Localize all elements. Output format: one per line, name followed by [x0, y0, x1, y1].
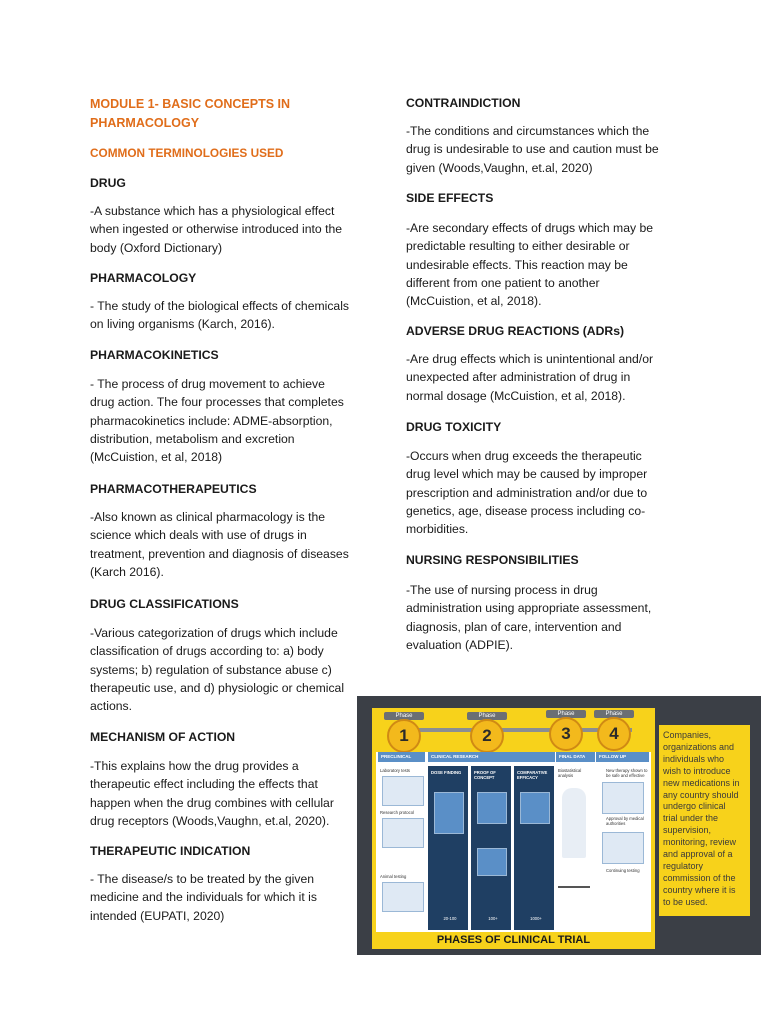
comparative-efficacy-column: [514, 766, 554, 930]
animal-testing-icon: [382, 882, 424, 912]
phase-number-1: 1: [387, 719, 421, 753]
text-line: -A substance which has a physiological effect: [90, 204, 335, 218]
text-line: drug is undesirable to use and caution must be: [406, 142, 659, 157]
count-phase-1: 20-100: [443, 916, 457, 921]
note-line: new medications in: [663, 777, 740, 788]
para-pharmacotherapeutics: [90, 508, 349, 581]
heading-pharmacokinetics: PHARMACOKINETICS: [90, 348, 219, 362]
text-line: different from one patient to another: [406, 275, 600, 290]
note-line: monitoring, review: [663, 837, 737, 848]
note-biostatistical-analysis: Biostatistical analysis: [558, 768, 582, 778]
para-side-effects: [406, 219, 653, 310]
heading-mechanism-of-action: MECHANISM OF ACTION: [90, 730, 236, 744]
substage-dose-finding: DOSE FINDING: [431, 770, 462, 775]
phase-label-1: Phase: [384, 712, 424, 720]
text-line: (Karch 2016).: [90, 564, 164, 579]
text-line: -The use of nursing process in drug: [406, 583, 598, 597]
comparison-icon: [520, 792, 550, 824]
text-line: - The study of the biological effects of chemicals: [90, 299, 350, 313]
count-phase-3: 1000+: [530, 916, 542, 921]
text-line: -Are drug effects which is unintentional and/or: [406, 352, 654, 366]
note-line: to be used.: [663, 896, 708, 907]
stage-follow-up: FOLLOW UP: [596, 752, 649, 762]
note-new-therapy: New therapy shown to be safe and effective: [606, 768, 648, 778]
dose-finding-column: [428, 766, 468, 930]
heading-nursing-responsibilities: NURSING RESPONSIBILITIES: [406, 553, 579, 567]
note-approval: Approval by medical authorities: [606, 816, 644, 826]
heading-contraindiction: CONTRAINDICTION: [406, 96, 521, 110]
text-line: given (Woods,Vaughn, et.al, 2020): [406, 160, 593, 175]
para-adverse-drug-reactions: [406, 350, 653, 405]
para-nursing-responsibilities: [406, 581, 651, 654]
scientist-figure-icon: [562, 788, 586, 858]
text-line: (McCuistion, et al, 2018): [90, 450, 223, 465]
text-line: -The conditions and circumstances which the: [406, 124, 650, 138]
para-drug-classifications: [90, 624, 344, 715]
note-line: commission of the: [663, 872, 736, 883]
text-line: drug level which may be caused by improper: [406, 467, 648, 482]
thumbs-up-icon: [477, 792, 507, 824]
phase-number-2: 2: [470, 719, 504, 753]
infographic-title: PHASES OF CLINICAL TRIAL: [436, 934, 591, 946]
module-title-line-1: MODULE 1- BASIC CONCEPTS IN: [90, 97, 291, 111]
module-title-line-2: PHARMACOLOGY: [90, 116, 200, 130]
phase-number-4: 4: [597, 717, 631, 751]
para-mechanism-of-action: [90, 757, 334, 830]
text-line: -This explains how the drug provides a: [90, 759, 299, 773]
clinical-trial-infographic: [357, 696, 761, 955]
text-line: predictable resulting to either desirable or: [406, 239, 630, 254]
stage-preclinical: PRECLINICAL TESTING: [378, 752, 425, 762]
phase-label-4: Phase: [594, 710, 634, 718]
text-line: - The disease/s to be treated by the given: [90, 872, 315, 886]
note-animal-testing: Animal testing: [380, 874, 407, 879]
text-line: genetics, age, disease process including co-: [406, 503, 646, 518]
text-line: -Also known as clinical pharmacology is the: [90, 510, 326, 524]
text-line: prescription and administration and/or due to: [406, 485, 648, 500]
text-line: drug receptors (Woods,Vaughn, et.al, 2020).: [90, 813, 330, 828]
text-line: treatment, prevention and diagnosis of diseases: [90, 546, 349, 561]
text-line: evaluation (ADPIE).: [406, 637, 514, 652]
stage-final-data: FINAL DATA ANALYSIS: [556, 752, 595, 762]
approval-icon: [602, 782, 644, 814]
note-line: country where it is: [663, 884, 736, 895]
heading-therapeutic-indication: THERAPEUTIC INDICATION: [90, 844, 251, 858]
count-phase-2: 100+: [488, 916, 498, 921]
phase-label-3: Phase: [546, 710, 586, 718]
text-line: intended (EUPATI, 2020): [90, 908, 225, 923]
heading-drug: DRUG: [90, 176, 126, 190]
text-line: on living organisms (Karch, 2016).: [90, 317, 275, 332]
text-line: - The process of drug movement to achieve: [90, 377, 325, 391]
scale-icon: [558, 862, 590, 888]
note-line: undergo clinical: [663, 801, 726, 812]
substage-comparative-efficacy: COMPARATIVE EFFICACY: [517, 770, 548, 780]
note-line: organizations and: [663, 741, 735, 752]
note-line: regulatory: [663, 860, 704, 871]
phase-label-2: Phase: [467, 712, 507, 720]
text-line: drug action. The four processes that completes: [90, 395, 344, 410]
heading-drug-toxicity: DRUG TOXICITY: [406, 420, 502, 434]
thumbs-down-icon: [477, 848, 507, 876]
note-line: supervision,: [663, 825, 712, 836]
pill-bottle-icon: [434, 792, 464, 834]
text-line: morbidities.: [406, 522, 469, 537]
para-pharmacology: [90, 297, 349, 334]
text-line: actions.: [90, 699, 133, 714]
note-research-protocol: Research protocol: [380, 810, 414, 815]
text-line: happen when the drug combines with cellular: [90, 795, 334, 810]
text-line: undesirable effects. This reaction may be: [406, 257, 628, 272]
text-line: science which deals with use of drugs in: [90, 528, 307, 543]
research-protocol-icon: [382, 818, 424, 848]
note-line: Companies,: [663, 730, 712, 740]
text-line: unexpected after administration of drug in: [406, 370, 631, 385]
phase-number-3: 3: [549, 717, 583, 751]
text-line: -Are secondary effects of drugs which may be: [406, 221, 654, 235]
text-line: body (Oxford Dictionary): [90, 240, 223, 255]
note-line: any country should: [663, 789, 739, 800]
heading-side-effects: SIDE EFFECTS: [406, 191, 494, 205]
para-drug-toxicity: [406, 447, 647, 538]
note-line: wish to introduce: [663, 765, 731, 776]
note-continuing-testing: Continuing testing: [606, 868, 640, 873]
text-line: when ingested or otherwise introduced into the: [90, 222, 343, 237]
phases-detail-area: [376, 752, 651, 932]
heading-adverse-drug-reactions: ADVERSE DRUG REACTIONS (ADRs): [406, 324, 625, 338]
clinical-trial-note-box: [659, 725, 750, 916]
text-line: pharmacokinetics include: ADME-absorption,: [90, 413, 333, 428]
text-line: systems; b) regulation of substance abuse c): [90, 662, 332, 677]
note-line: and approval of a: [663, 849, 733, 860]
text-line: medicine and the individuals for which it is: [90, 890, 317, 905]
text-line: normal dosage (McCuistion, et al, 2018).: [406, 388, 626, 403]
para-therapeutic-indication: [90, 870, 317, 925]
heading-drug-classifications: DRUG CLASSIFICATIONS: [90, 597, 239, 611]
phases-panel: [372, 708, 655, 949]
text-line: therapeutic use, and d) physiologic or chemical: [90, 680, 345, 695]
substage-proof-of-concept: PROOF OF CONCEPT: [474, 770, 496, 780]
text-line: administration using appropriate assessment,: [406, 601, 652, 616]
stage-clinical-research: CLINICAL RESEARCH: [428, 752, 555, 762]
text-line: (McCuistion, et al, 2018).: [406, 294, 542, 309]
heading-pharmacotherapeutics: PHARMACOTHERAPEUTICS: [90, 482, 257, 496]
monitoring-icon: [602, 832, 644, 864]
note-line: trial under the: [663, 813, 719, 824]
text-line: therapeutic effect including the effects that: [90, 777, 318, 792]
para-pharmacokinetics: [90, 375, 344, 466]
note-line: individuals who: [663, 753, 725, 764]
para-drug: [90, 202, 342, 257]
note-laboratory-tests: Laboratory tests: [380, 768, 411, 773]
text-line: -Various categorization of drugs which include: [90, 626, 338, 640]
lab-test-icon: [382, 776, 424, 806]
subtitle: COMMON TERMINOLOGIES USED: [90, 146, 284, 160]
phase-arrow-line: [392, 728, 632, 732]
text-line: diagnosis, plan of care, intervention and: [406, 619, 622, 634]
heading-pharmacology: PHARMACOLOGY: [90, 271, 197, 285]
text-line: distribution, metabolism and excretion: [90, 431, 295, 446]
para-contraindiction: [406, 122, 659, 177]
text-line: -Occurs when drug exceeds the therapeutic: [406, 449, 642, 463]
text-line: classification of drugs according to: a) body: [90, 644, 324, 659]
